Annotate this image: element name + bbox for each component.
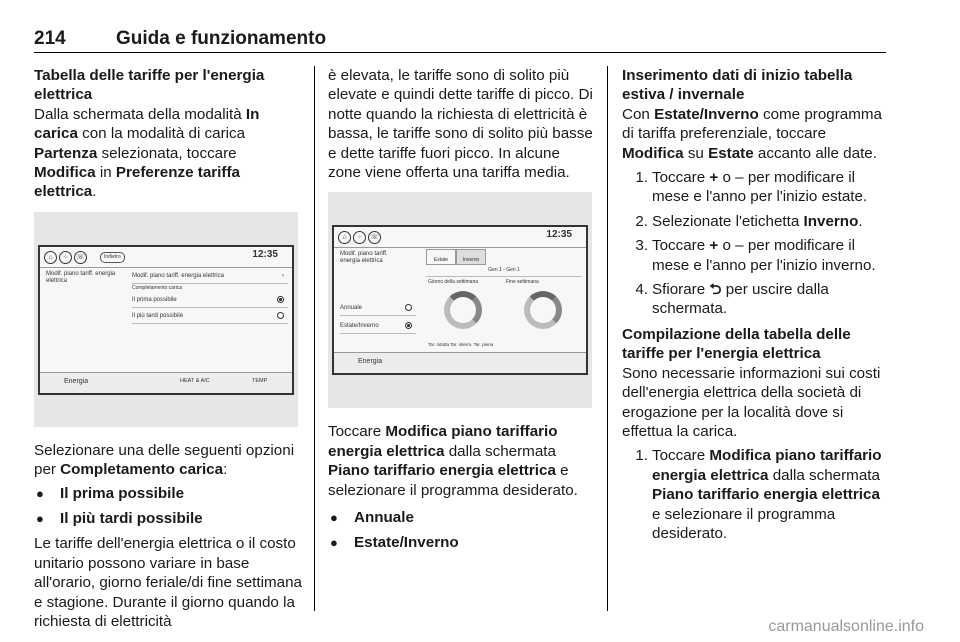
column-2 — [328, 66, 596, 559]
program-list — [328, 508, 596, 553]
option-asap: Il prima possibile — [132, 293, 288, 308]
radio-selected-icon — [277, 296, 284, 303]
weekend-label: Fine settimana — [506, 279, 539, 286]
tariff-continuation: è elevata, le tariffe sono di solito più elevate e quindi dette tariffe di picco. Di notte quando la richiesta di elettricità è bassa, le tariffe sono di solito più basse e dette tariffe fuori picco. In alcune zone viene offerta una tariffa media. — [328, 67, 593, 182]
tariff-legend: Tar. ridotta Tar. interm. Tar. piena — [428, 342, 494, 348]
fill-steps — [622, 446, 888, 543]
fill-paragraph: Sono necessarie informazioni sui costi dell'energia elettrica della società di erogazione per la località dove si effettua la carica. — [622, 364, 881, 440]
select-options-text: Selezionare una delle seguenti opzioni per Completamento carica: — [34, 441, 295, 479]
list-item: ● Il prima possibile — [36, 484, 185, 502]
back-pill: Indietro — [100, 252, 125, 263]
option-latest: Il più tardi possibile — [132, 309, 288, 324]
energy-label: Energia — [358, 358, 383, 366]
column-divider — [314, 66, 315, 611]
section-title: Guida e funzionamento — [116, 28, 327, 49]
list-item: 4. Sfiorare ⮌ per uscire dalla schermata. — [635, 281, 829, 318]
weekday-dial — [444, 291, 482, 329]
phone-icon: ☏ — [74, 251, 87, 264]
tariff-paragraph: Le tariffe dell'energia elettrica o il costo unitario possono variare in base all'orario, giorno feriale/di fine settimana e stagione. Durante il giorno quando la richiesta di elettricità — [34, 535, 302, 631]
infotainment-screen — [332, 225, 588, 375]
list-item: ● Il più tardi possibile — [36, 510, 203, 528]
home-icon: ⌂ — [338, 231, 351, 244]
tap-instruction: Toccare Modifica piano tariffario energia elettrica dalla schermata Piano tariffario energia elettrica e selezionare il programma desiderato. — [328, 423, 578, 499]
column-divider — [607, 66, 608, 611]
infotainment-screen — [38, 245, 294, 395]
season-steps — [622, 168, 888, 319]
screen-bottom-bar — [40, 372, 292, 393]
radio-selected-icon — [405, 322, 412, 329]
tab-estate: Estate — [426, 249, 456, 265]
page-number: 214 — [34, 28, 66, 49]
clock: 12:35 — [252, 248, 278, 260]
screen-title: Modif. piano tariff. energia elettrica — [340, 251, 388, 265]
list-item: 3. Toccare + o – per modificare il mese e l'anno per l'inizio inverno. — [635, 237, 876, 274]
apps-icon: ⁘ — [353, 231, 366, 244]
screen-top-bar — [40, 247, 292, 268]
column-3 — [622, 66, 888, 549]
screenshot-charge-completion — [34, 212, 298, 427]
heading-season-start: Inserimento dati di inizio tabella estiva / invernale — [622, 67, 853, 104]
radio-icon — [277, 312, 284, 319]
page-header — [34, 28, 886, 53]
radio-icon — [405, 304, 412, 311]
back-arrow-icon: ⮌ — [709, 281, 722, 299]
list-item: ● Estate/Inverno — [330, 534, 459, 552]
watermark: carmanualsonline.info — [768, 618, 924, 635]
screen-top-bar — [334, 227, 586, 248]
list-item: ● Annuale — [330, 509, 414, 527]
screen-title: Modif. piano tariff. energia elettrica — [46, 270, 116, 284]
home-icon: ⌂ — [44, 251, 57, 264]
option-annuale: Annuale — [340, 301, 416, 316]
options-list — [34, 484, 302, 529]
season-intro: Con Estate/Inverno come programma di tariffa preferenziale, toccare Modifica su Estate accanto alle date. — [622, 105, 882, 162]
apps-icon: ⁘ — [59, 251, 72, 264]
heading-tariff-table: Tabella delle tariffe per l'energia elettrica — [34, 67, 265, 104]
temp-label: TEMP — [252, 377, 268, 384]
heat-ac-label: HEAT & A/C — [180, 377, 210, 384]
weekend-dial — [524, 291, 562, 329]
list-item: 1. Toccare + o – per modificare il mese e l'anno per l'inizio estate. — [635, 169, 868, 206]
intro-paragraph: Dalla schermata della modalità In carica con la modalità di carica Partenza selezionata, toccare Modifica in Preferenze tariffa elettrica. — [34, 105, 260, 201]
list-item: 2. Selezionate l'etichetta Inverno. — [635, 212, 863, 230]
screen-bottom-bar — [334, 352, 586, 373]
phone-icon: ☏ — [368, 231, 381, 244]
list-item: 1. Toccare Modifica piano tariffario energia elettrica dalla schermata Piano tariffario energia elettrica e selezionare il programma desiderato. — [635, 447, 882, 542]
column-1 — [34, 66, 302, 632]
menu-item: Modif. piano tariff. energia elettrica › — [132, 269, 288, 284]
screenshot-tariff-plan — [328, 192, 592, 408]
section-label: Completamento carica — [132, 284, 183, 291]
option-estate-inverno: Estate/Inverno — [340, 319, 416, 334]
heading-fill-table: Compilazione della tabella delle tariffe per l'energia elettrica — [622, 325, 851, 363]
date-range: Gen 1 - Gen 1 — [426, 267, 582, 277]
clock: 12:35 — [546, 229, 572, 241]
energy-label: Energia — [64, 377, 89, 385]
tab-inverno: Inverno — [456, 249, 486, 265]
weekday-label: Giorno della settimana — [428, 279, 479, 286]
